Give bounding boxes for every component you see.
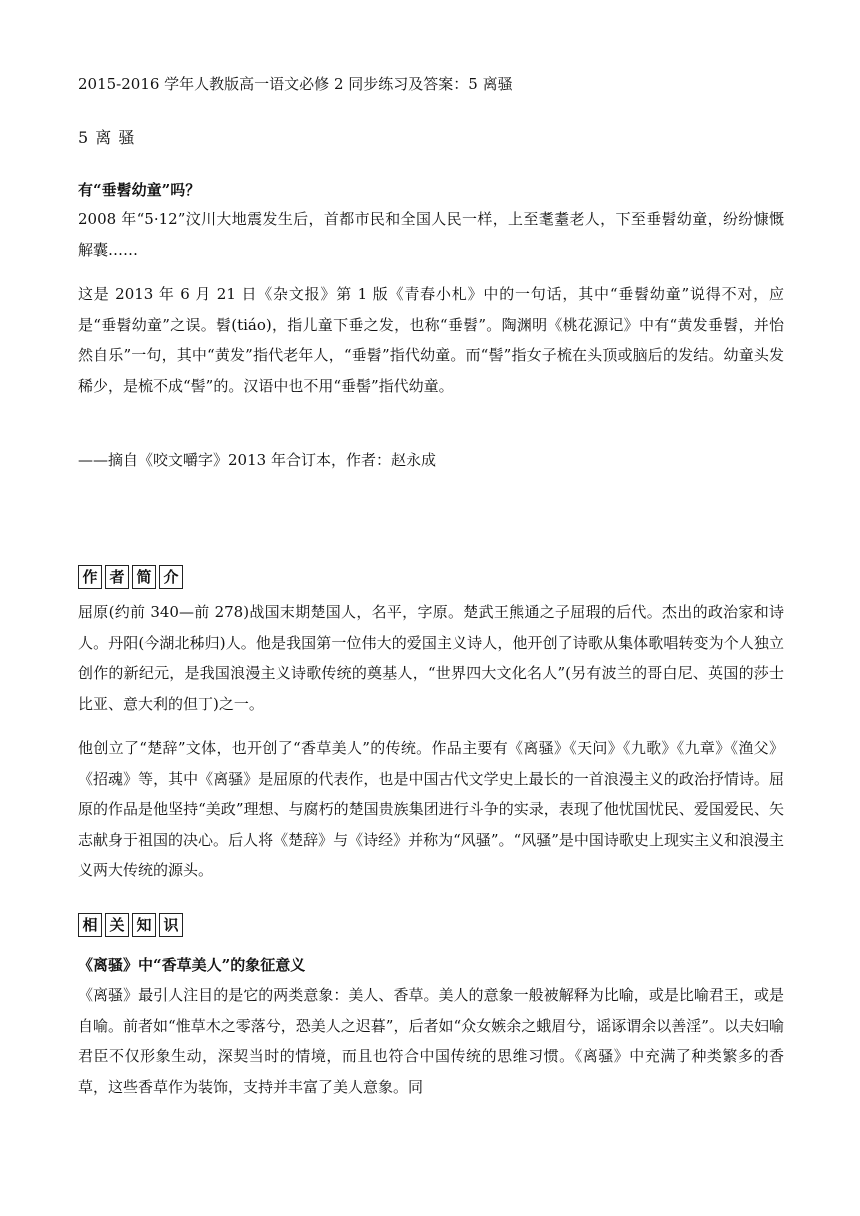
author-paragraph-2: 他创立了“楚辞”文体，也开创了“香草美人”的传统。作品主要有《离骚》《天问》《九歌》《九章》《渔父》《招魂》等，其中《离骚》是屈原的代表作，也是中国古代文学史上最长的一首浪漫主义的政治抒情诗。屈原的作品是他坚持“美政”理想、与腐朽的楚国贵族集团进行斗争的实录，表现了他忧国忧民、爱国爱民、矢志献身于祖国的决心。后人将《楚辞》与《诗经》并称为“风骚”。“风骚”是中国诗歌史上现实主义和浪漫主义两大传统的源头。 <box>78 739 784 879</box>
heading-char: 相 <box>78 913 102 937</box>
heading-char: 识 <box>159 913 183 937</box>
heading-char: 者 <box>105 565 129 589</box>
document-header: 2015-2016 学年人教版高一语文必修 2 同步练习及答案：5 离骚 <box>78 75 513 93</box>
box1-paragraph-1: 2008 年“5·12”汶川大地震发生后，首都市民和全国人民一样，上至耄耋老人，下至垂髫幼童，纷纷慷慨解囊…… <box>78 210 784 259</box>
author-paragraph-1: 屈原(约前 340—前 278)战国末期楚国人，名平，字原。楚武王熊通之子屈瑕的后代。杰出的政治家和诗人。丹阳(今湖北秭归)人。他是我国第一位伟大的爱国主义诗人，他开创了诗歌从集体歌唱转变为个人独立创作的新纪元，是我国浪漫主义诗歌传统的奠基人，“世界四大文化名人”(另有波兰的哥白尼、英国的莎士比亚、意大利的但丁)之一。 <box>78 603 784 713</box>
related-paragraph-1: 《离骚》最引人注目的是它的两类意象：美人、香草。美人的意象一般被解释为比喻，或是比喻君王，或是自喻。前者如“惟草木之零落兮，恐美人之迟暮”，后者如“众女嫉余之蛾眉兮，谣诼谓余以善淫”。以夫妇喻君臣不仅形象生动，深契当时的情境，而且也符合中国传统的思维习惯。《离骚》中充满了种类繁多的香草，这些香草作为装饰，支持并丰富了美人意象。同 <box>78 986 784 1096</box>
related-title: 《离骚》中“香草美人”的象征意义 <box>78 956 306 974</box>
box1-paragraph-2: 这是 2013 年 6 月 21 日《杂文报》第 1 版《青春小札》中的一句话，其中“垂髫幼童”说得不对，应是“垂髫幼童”之误。髫(tiáo)，指儿童下垂之发，也称“垂髫”。陶渊明《桃花源记》中有“黄发垂髫，并怡然自乐”一句，其中“黄发”指代老年人，“垂髫”指代幼童。而“髻”指女子梳在头顶或脑后的发结。幼童头发稀少，是梳不成“髻”的。汉语中也不用“垂髻”指代幼童。 <box>78 285 784 395</box>
box1-title: 有“垂髫幼童”吗？ <box>78 181 201 199</box>
section-heading-related <box>78 913 183 937</box>
heading-char: 作 <box>78 565 102 589</box>
heading-char: 知 <box>132 913 156 937</box>
lesson-title: 5 离 骚 <box>78 128 136 147</box>
heading-char: 介 <box>159 565 183 589</box>
heading-char: 简 <box>132 565 156 589</box>
box1-source: ——摘自《咬文嚼字》2013 年合订本，作者：赵永成 <box>78 451 436 469</box>
heading-char: 关 <box>105 913 129 937</box>
section-heading-author <box>78 565 183 589</box>
